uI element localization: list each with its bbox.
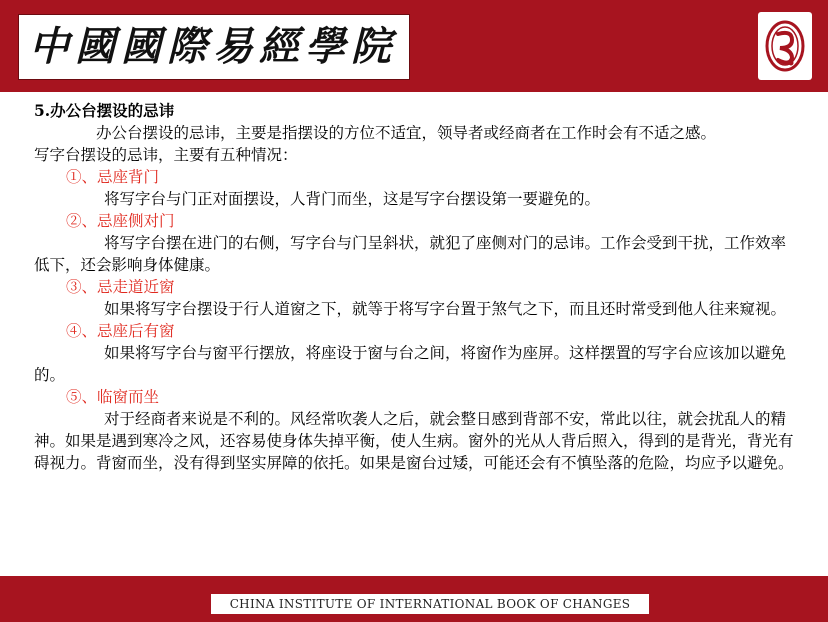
seal-emblem (762, 16, 808, 76)
logo-calligraphy-text: 中國國際易經學院 (29, 23, 397, 70)
footer-institute-name: CHINA INSTITUTE OF INTERNATIONAL BOOK OF CHANGES (211, 594, 649, 614)
item-body-5: 对于经商者来说是不利的。风经常吹袭人之后，就会整日感到背部不安，常此以往，就会扰乱人的精神。如果是遇到寒冷之风，还容易使身体失掉平衡，使人生病。窗外的光从人背后照入，得到的是背光，背光有碍视力。背窗而坐，没有得到坚实屏障的依托。如果是窗台过矮，可能还会有不慎坠落的危险，均应予以避免。 (34, 410, 794, 472)
item-title-1: ①、忌座背门 (66, 168, 160, 186)
seal-icon (758, 12, 812, 80)
section-heading: 5.办公台摆设的忌讳 (34, 101, 175, 120)
item-body-4: 如果将写字台与窗平行摆放，将座设于窗与台之间，将窗作为座屏。这样摆置的写字台应该加以避免的。 (34, 344, 787, 384)
item-title-2: ②、忌座侧对门 (66, 212, 175, 230)
lead-paragraph: 写字台摆设的忌讳，主要有五种情况： (34, 146, 298, 164)
intro-paragraph: 办公台摆设的忌讳，主要是指摆设的方位不适宜，领导者或经商者在工作时会有不适之感。 (96, 124, 717, 142)
document-content (34, 100, 796, 474)
item-body-3: 如果将写字台摆设于行人道窗之下，就等于将写字台置于煞气之下，而且还时常受到他人往来窥视。 (104, 300, 787, 318)
item-body-1: 将写字台与门正对面摆设，人背门而坐，这是写字台摆设第一要避免的。 (104, 190, 601, 208)
item-title-4: ④、忌座后有窗 (66, 322, 175, 340)
item-title-3: ③、忌走道近窗 (66, 278, 175, 296)
logo (18, 14, 410, 80)
item-body-2: 将写字台摆在进门的右侧，写字台与门呈斜状，就犯了座侧对门的忌讳。工作会受到干扰，工作效率低下，还会影响身体健康。 (34, 234, 787, 274)
item-title-5: ⑤、临窗而坐 (66, 388, 160, 406)
